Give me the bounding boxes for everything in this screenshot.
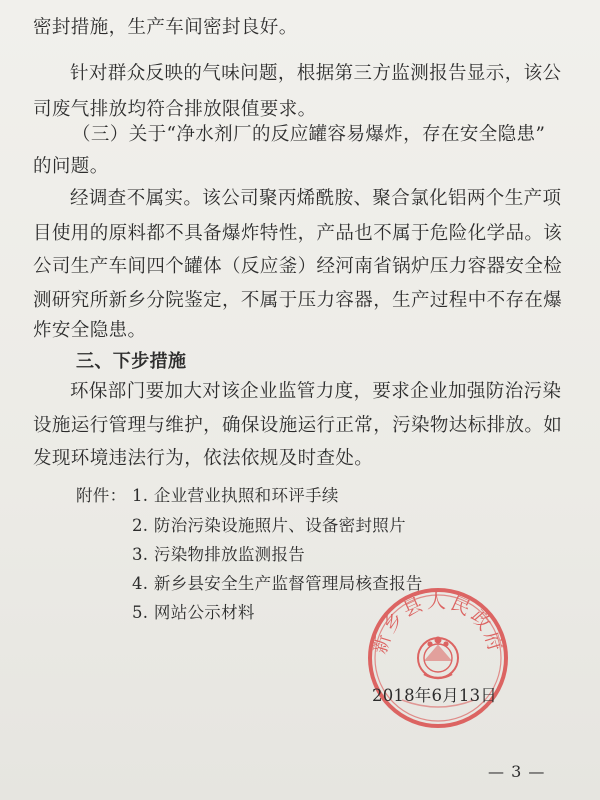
paragraph-line: 测研究所新乡分院鉴定，不属于压力容器，生产过程中不存在爆 [33,290,563,311]
attachment-item: 5. 网站公示材料 [132,603,255,622]
subsection-heading: （三）关于“净水剂厂的反应罐容易爆炸，存在安全隐患” [72,124,546,145]
paragraph-line: 的问题。 [33,156,109,177]
paragraph-line: 炸安全隐患。 [33,320,147,341]
paragraph-line: 设施运行管理与维护，确保设施运行正常，污染物达标排放。如 [33,415,563,436]
paragraph-line: 司废气排放均符合排放限值要求。 [33,99,317,120]
attachment-item: 2. 防治污染设施照片、设备密封照片 [132,516,406,535]
attachment-item: 1. 企业营业执照和环评手续 [132,486,339,505]
document-date: 2018年6月13日 [372,686,497,705]
official-seal [362,582,514,734]
paragraph-line: 密封措施，生产车间密封良好。 [33,17,298,38]
page-number: — 3 — [488,762,546,781]
section-heading: 三、下步措施 [76,351,187,372]
paragraph-line: 目使用的原料都不具备爆炸特性，产品也不属于危险化学品。该 [33,223,563,244]
paragraph-line: 公司生产车间四个罐体（反应釜）经河南省锅炉压力容器安全检 [33,256,563,277]
paragraph-line: 经调查不属实。该公司聚丙烯酰胺、聚合氯化铝两个生产项 [70,188,562,209]
seal-text: 新乡县人民政府 [368,590,508,657]
attachments-label: 附件： [76,486,127,505]
national-emblem-icon [418,638,458,679]
attachment-item: 4. 新乡县安全生产监督管理局核查报告 [132,574,423,593]
paragraph-line: 针对群众反映的气味问题，根据第三方监测报告显示，该公 [70,63,562,84]
attachment-item: 3. 污染物排放监测报告 [132,545,306,564]
paragraph-line: 环保部门要加大对该企业监管力度，要求企业加强防治污染 [70,381,562,402]
paragraph-line: 发现环境违法行为，依法依规及时查处。 [33,448,374,469]
